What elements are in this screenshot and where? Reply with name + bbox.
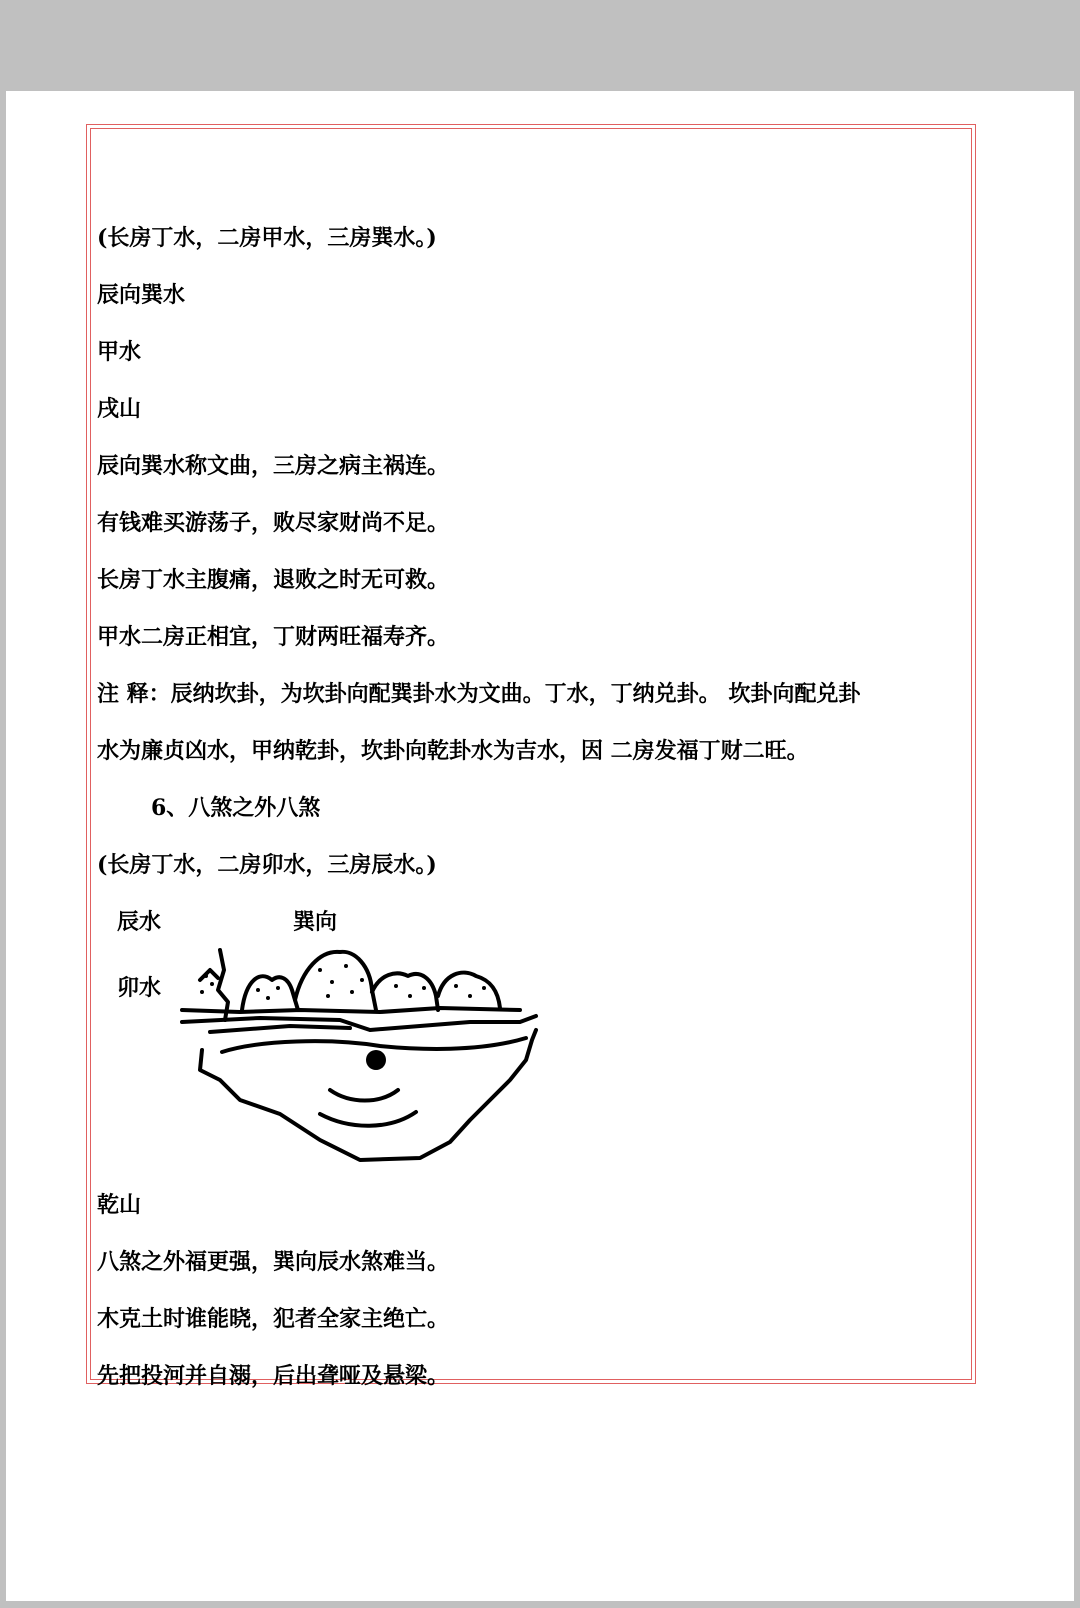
ridge-line [182,1016,536,1030]
verse-line: 甲水二房正相宜，丁财两旺福寿齐。 [97,624,450,650]
label-water: 甲水 [97,339,142,365]
label-qian-mountain: 乾山 [97,1192,142,1218]
verse-line: 辰向巽水称文曲，三房之病主祸连。 [97,453,450,479]
label-mao-water: 卯水 [117,975,162,1001]
note-line: 水为廉贞凶水，甲纳乾卦，坎卦向乾卦水为吉水，因 二房发福丁财二旺。 [97,738,809,764]
label-mountain: 戌山 [97,396,142,422]
label-direction: 辰向巽水 [97,282,186,308]
water-arc-2 [320,1112,416,1126]
basin-outline [200,1030,536,1160]
center-dot [366,1050,386,1070]
landscape-sketch [180,930,550,1190]
label-chen-water: 辰水 [117,909,162,935]
section-a-heading: (长房丁水，二房甲水，三房巽水。) [97,225,437,251]
verse-line: 木克土时谁能晓，犯者全家主绝亡。 [97,1306,450,1332]
ridge-line-2 [210,1026,350,1032]
hill-4 [438,973,500,1008]
label-xun-direction: 巽向 [293,909,338,935]
verse-line: 八煞之外福更强，巽向辰水煞难当。 [97,1249,450,1275]
basin-rim [222,1038,526,1052]
cliff-outline-2 [200,970,218,980]
horizon-line [182,1008,520,1012]
hill-2 [295,952,376,1010]
verse-line: 长房丁水主腹痛，退败之时无可救。 [97,567,450,593]
verse-line: 有钱难买游荡子，败尽家财尚不足。 [97,510,450,536]
section-b-title: 6、八煞之外八煞 [151,795,321,821]
hill-1 [242,976,298,1010]
note-line: 注 释：辰纳坎卦，为坎卦向配巽卦水为文曲。丁水，丁纳兑卦。 坎卦向配兑卦 [97,681,861,707]
verse-line: 先把投河并自溺，后出聋哑及悬梁。 [97,1363,450,1389]
section-b-heading: (长房丁水，二房卯水，三房辰水。) [97,852,437,878]
water-arc-1 [330,1090,398,1101]
hill-3 [372,973,438,1010]
